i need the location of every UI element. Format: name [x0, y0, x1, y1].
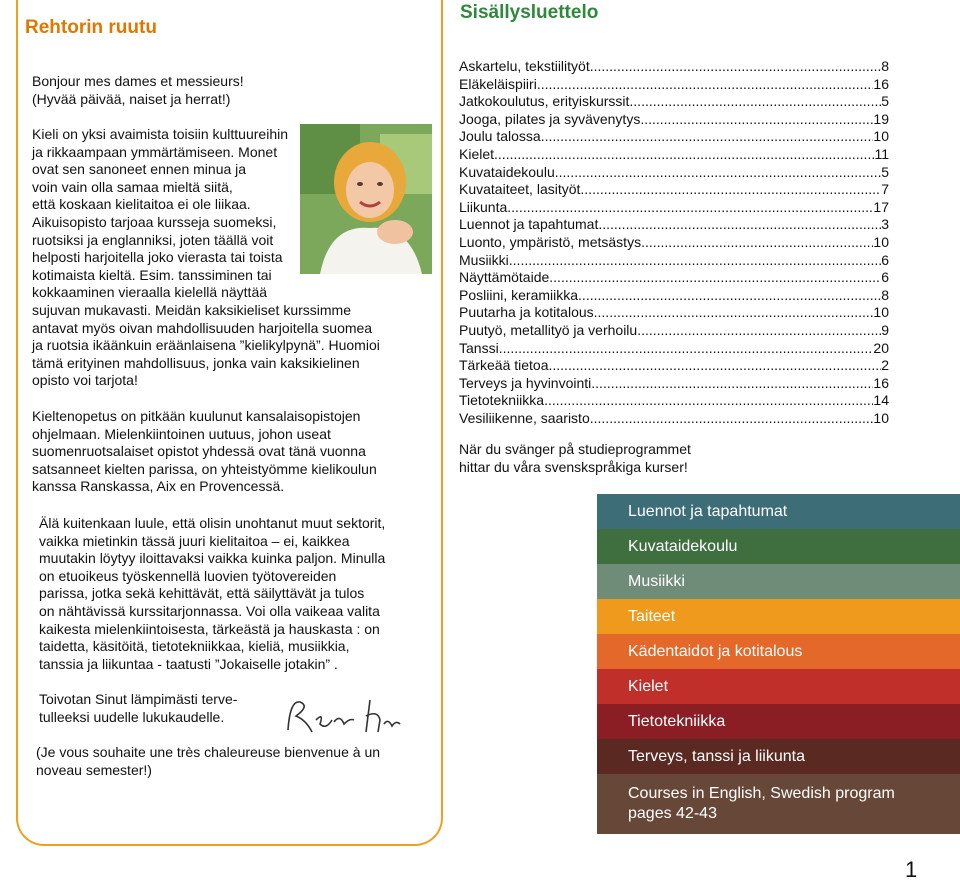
signature-image: [280, 690, 405, 740]
toc-entry[interactable]: Puutarha ja kotitalous ..... 10: [459, 304, 889, 322]
text-line: kanssa Ranskassa, Aix en Provencessä.: [32, 478, 285, 495]
text-line: Kieltenopetus on pitkään kuulunut kansalaisopistojen: [32, 408, 361, 424]
toc-list: [459, 58, 889, 427]
portrait-image: [300, 124, 432, 274]
toc-entry[interactable]: Tärkeää tietoa ..... 2: [459, 357, 889, 375]
text-line: ja rikkaampaan ymmärtämiseen. Monet: [32, 143, 278, 160]
text-line: tämä erityinen mahdollisuus, jonka vain kaksikielinen: [32, 354, 360, 371]
text-line: Toivotan Sinut lämpimästi terve-: [39, 691, 238, 707]
text-line: (Je vous souhaite une très chaleureuse bienvenue à un: [36, 744, 381, 760]
text-line: Älä kuitenkaan luule, että olisin unohtanut muut sektorit,: [39, 515, 386, 531]
text-line: voin vain olla samaa mieltä siitä,: [32, 178, 233, 195]
category-band-lectures[interactable]: Luennot ja tapahtumat: [597, 494, 960, 529]
language-paragraph: [32, 408, 427, 496]
greeting: [32, 73, 244, 108]
toc-entry[interactable]: Vesiliikenne, saaristo ..... 10: [459, 410, 889, 428]
category-band-crafts[interactable]: Kädentaidot ja kotitalous: [597, 634, 960, 669]
intro-paragraph-b: [32, 302, 427, 390]
toc-title: Sisällysluettelo: [460, 2, 599, 23]
intro-paragraph-a: [32, 126, 294, 302]
text-line: tulleeksi uudelle lukukaudelle.: [39, 708, 225, 725]
text-line: ohjelmaan. Mielenkiintoinen uutuus, johon useat: [32, 425, 331, 442]
text-line: När du svänger på studieprogrammet: [459, 441, 691, 457]
principal-portrait: [300, 124, 432, 274]
text-line: vaikka mietinkin tässä juuri kielitaitoa – ei, kaikkea: [39, 532, 350, 549]
page-number: 1: [905, 857, 918, 882]
farewell-paragraph: [36, 744, 380, 779]
page-title: Rehtorin ruutu: [25, 17, 157, 38]
text-line: ovat sen sanoneet ennen minua ja: [32, 161, 247, 178]
toc-entry[interactable]: Posliini, keramiikka ..... 8: [459, 287, 889, 305]
toc-entry[interactable]: Joulu talossa ..... 10: [459, 128, 889, 146]
toc-entry[interactable]: Tanssi ..... 20: [459, 340, 889, 358]
signature: [280, 690, 405, 740]
category-index: [597, 494, 960, 834]
category-band-languages[interactable]: Kielet: [597, 669, 960, 704]
toc-entry[interactable]: Jooga, pilates ja syvävenytys. ..... 19: [459, 111, 889, 129]
text-line: että koskaan kielitaitoa ei ole liikaa.: [32, 196, 251, 213]
toc-entry[interactable]: Musiikki ..... 6: [459, 252, 889, 270]
category-band-english-swedish[interactable]: Courses in English, Swedish program pages 42-43: [597, 774, 960, 834]
toc-entry[interactable]: Eläkeläispiiri ..... 16: [459, 76, 889, 94]
text-line: Kieli on yksi avaimista toisiin kulttuureihin: [32, 126, 288, 142]
category-band-music[interactable]: Musiikki: [597, 564, 960, 599]
closing-paragraph: [39, 691, 237, 726]
text-line: ruotsiksi ja englanniksi, joten täällä voit: [32, 231, 274, 248]
category-band-arts[interactable]: Taiteet: [597, 599, 960, 634]
toc-entry[interactable]: Askartelu, tekstiilityöt ..... 8: [459, 58, 889, 76]
toc-entry[interactable]: Kuvataiteet, lasityöt ..... 7: [459, 181, 889, 199]
text-line: hittar du våra svenskspråkiga kurser!: [459, 459, 688, 475]
toc-entry[interactable]: Kielet ..... 11: [459, 146, 889, 164]
toc-entry[interactable]: Tietotekniikka ..... 14: [459, 392, 889, 410]
text-line: taidetta, käsitöitä, tietotekniikkaa, kieliä, musiikkia,: [39, 638, 350, 655]
toc-entry[interactable]: Terveys ja hyvinvointi ..... 16: [459, 375, 889, 393]
text-line: suomenruotsalaiset opistot yhdessä ovat tänä vuonna: [32, 443, 366, 460]
text-line: tanssia ja liikuntaa - taatusti ”Jokaiselle jotakin” .: [39, 655, 338, 672]
text-line: on nähtävissä kurssitarjonnassa. Voi olla vaikeaa valita: [39, 602, 380, 619]
text-line: noveau semester!): [36, 761, 152, 778]
text-line: Aikuisopisto tarjoaa kursseja suomeksi,: [32, 213, 277, 230]
text-line: antavat myös oivan mahdollisuuden harjoitella suomea: [32, 319, 373, 336]
greeting-line: (Hyvää päivää, naiset ja herrat!): [32, 90, 231, 107]
text-line: helposti harjoitella joko vierasta tai toista: [32, 249, 283, 266]
category-band-art-school[interactable]: Kuvataidekoulu: [597, 529, 960, 564]
text-line: ja ruotsia ikäänkuin eräänlaisena ”kielikylpynä”. Huomioi: [32, 337, 380, 354]
sectors-paragraph: [39, 515, 429, 673]
toc-entry[interactable]: Luennot ja tapahtumat ..... 3: [459, 216, 889, 234]
toc-entry[interactable]: Luonto, ympäristö, metsästys ..... 10: [459, 234, 889, 252]
toc-entry[interactable]: Puutyö, metallityö ja verhoilu ..... 9: [459, 322, 889, 340]
toc-entry[interactable]: Kuvataidekoulu ..... 5: [459, 164, 889, 182]
text-line: kotimaista kieltä. Esim. tanssiminen tai: [32, 266, 272, 283]
toc-entry[interactable]: Jatkokoulutus, erityiskurssit ..... 5: [459, 93, 889, 111]
text-line: satsanneet kielten parissa, on yhteistyömme kielikoulun: [32, 460, 377, 477]
category-band-health[interactable]: Terveys, tanssi ja liikunta: [597, 739, 960, 774]
swedish-note: [459, 440, 691, 476]
text-line: muutakin löytyy iloittavaksi vaikka kuinka paljon. Minulla: [39, 550, 386, 567]
toc-entry[interactable]: Liikunta ..... 17: [459, 199, 889, 217]
text-line: on etuoikeus työskennellä luovien työtovereiden: [39, 567, 337, 584]
text-line: sujuvan mukavasti. Meidän kaksikieliset kurssimme: [32, 302, 351, 318]
text-line: parissa, jotka sekä kehittävät, että säilyttävät ja tulos: [39, 585, 365, 602]
text-line: opisto voi tarjota!: [32, 372, 138, 389]
category-band-it[interactable]: Tietotekniikka: [597, 704, 960, 739]
toc-entry[interactable]: Näyttämötaide ..... 6: [459, 269, 889, 287]
text-line: kaikesta mielenkiintoisesta, tärkeästä ja hauskasta : on: [39, 620, 380, 637]
text-line: kokkaaminen vieraalla kielellä näyttää: [32, 284, 268, 301]
greeting-line: Bonjour mes dames et messieurs!: [32, 73, 244, 89]
